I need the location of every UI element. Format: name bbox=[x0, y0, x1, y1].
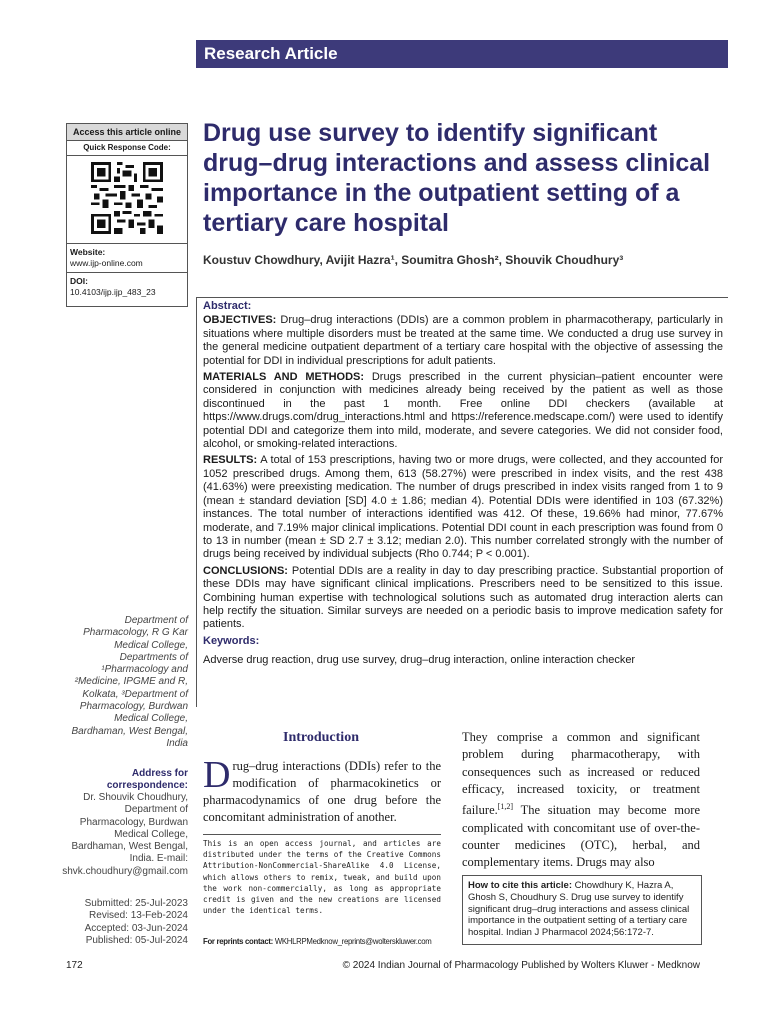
conclusions-text: Potential DDIs are a reality in day to day prescribing practice. Substantial proportion of these DDIs may have significant clinical implications. Prescribers need to be sensitized to this issue. Combining human expertise with technological solutions such as automated drug interaction alerts can help rectify the situation. Similar surveys are needed on a periodic basis to improve medication safety for patients. bbox=[203, 564, 723, 631]
keywords-heading: Keywords: bbox=[203, 634, 260, 647]
article-dates bbox=[60, 898, 188, 947]
abstract-conclusions bbox=[203, 565, 723, 632]
license-rule bbox=[203, 834, 441, 835]
author-list: Koustuv Chowdhury, Avijit Hazra¹, Soumitra Ghosh², Shouvik Choudhury³ bbox=[203, 253, 624, 267]
intro-text-2b: The situation may become more complicated with concomitant use of over-the-counter medicines (OTC), herbal, and complementary items. Drugs may also bbox=[462, 803, 700, 870]
citation-box bbox=[462, 875, 702, 945]
introduction-column-1 bbox=[203, 754, 441, 826]
license-notice: This is an open access journal, and articles are distributed under the terms of the Creative Commons Attribution-NonCommercial-ShareAlike 4.0 License, which allows others to remix, tweak, and build upon the work non-commercially, as long as appropriate credit is given and the new creations are licensed under the identical terms. bbox=[203, 839, 441, 916]
abstract-left-rule bbox=[196, 297, 197, 707]
reprints-contact bbox=[203, 937, 463, 946]
qr-code-icon[interactable] bbox=[91, 162, 163, 234]
accepted-date: Accepted: 03-Jun-2024 bbox=[84, 922, 188, 934]
website-label: Website: bbox=[70, 247, 106, 257]
correspondence-text: Dr. Shouvik Choudhury, Department of Pharmacology, Burdwan Medical College, Bardhaman, West Bengal, India. E-mail: shvk.choudhury@gmail.com bbox=[62, 792, 188, 877]
abstract-top-rule bbox=[196, 297, 728, 298]
reprints-email[interactable]: WKHLRPMedknow_reprints@wolterskluwer.com bbox=[272, 937, 432, 946]
access-heading: Access this article online bbox=[67, 124, 187, 141]
abstract bbox=[203, 300, 723, 668]
methods-label: MATERIALS AND METHODS: bbox=[203, 371, 365, 384]
article-title: Drug use survey to identify significant drug–drug interactions and assess clinical importance in the outpatient setting of a tertiary care hospital bbox=[203, 119, 711, 237]
objectives-text: Drug–drug interactions (DDIs) are a common problem in pharmacotherapy, particularly in situations where multiple disorders must be treated at the same time. We conducted a drug use survey in the general medicine outpatient department of a tertiary care hospital with the objective of assessing the potential for DDI in individual prescriptions for adult patients. bbox=[203, 314, 723, 367]
reprints-label: For reprints contact: bbox=[203, 937, 273, 946]
website-link[interactable]: www.ijp-online.com bbox=[70, 258, 143, 268]
intro-text-2a: They comprise a common and significant problem during pharmacotherapy, with consequences such as increased or reduced efficacy, increased toxicity, or treatment failure. bbox=[462, 730, 700, 818]
page-number: 172 bbox=[66, 960, 83, 971]
qr-label: Quick Response Code: bbox=[67, 141, 187, 156]
article-type-banner: Research Article bbox=[196, 40, 728, 68]
keywords-text: Adverse drug reaction, drug use survey, drug–drug interaction, online interaction checker bbox=[203, 654, 636, 667]
affiliations: Department of Pharmacology, R G Kar Medical College, Departments of ¹Pharmacology and ²Medicine, IPGME and R, Kolkata, ³Department of Pharmacology, Burdwan Medical College, Bardhaman, West Bengal, India bbox=[71, 615, 188, 749]
submitted-date: Submitted: 25-Jul-2023 bbox=[84, 898, 188, 909]
footer-copyright: © 2024 Indian Journal of Pharmacology Published by Wolters Kluwer - Medknow bbox=[342, 960, 700, 971]
cite-label: How to cite this article: bbox=[468, 880, 572, 891]
introduction-column-2 bbox=[462, 729, 700, 872]
results-label: RESULTS: bbox=[203, 454, 258, 467]
conclusions-label: CONCLUSIONS: bbox=[203, 564, 288, 577]
abstract-objectives bbox=[203, 314, 723, 368]
revised-date: Revised: 13-Feb-2024 bbox=[89, 910, 188, 922]
citation-ref[interactable]: [1,2] bbox=[497, 802, 514, 812]
access-article-box bbox=[66, 123, 188, 307]
doi-label: DOI: bbox=[70, 276, 88, 286]
results-text: A total of 153 prescriptions, having two or more drugs, were collected, and they accounted for 1052 prescribed drugs. Among them, 613 (58.27%) were prescribed in index visits, and the rest 438 (41.63%) were preexisting medication. The number of drugs prescribed in index visits ranged from 1 to 9 (mean ± standard deviation [SD] 4.0 ± 1.86; median 4). Potential DDIs were identified in 103 (67.32%) instances. The total number of interactions identified was 412. Of these, 19.66% had minor, 77.67% moderate, and 7.19% major clinical implications. Potential DDI count in each prescription was found from 0 to 13 in number (mean ± SD 2.7 ± 3.12; median 2.0). This number correlated strongly with the number of drugs being received by individual subjects (Rho 0.744; P < 0.001). bbox=[203, 454, 723, 561]
published-date: Published: 05-Jul-2024 bbox=[85, 934, 188, 946]
methods-text: Drugs prescribed in the current physician–patient encounter were considered in conjunction with medicines already being received by the patient as well as those discontinued in the past 1 month. Free online DDI checkers (available at https://www.drugs.com/drug_interactions.html and https://reference.medscape.com/) were used to identify potential DDI and categorize them into mild, moderate, and severe categories. We did not consider food, alcohol, or smoking-related interactions. bbox=[203, 371, 724, 451]
drop-cap: D bbox=[203, 754, 231, 796]
correspondence-heading: Address for correspondence: bbox=[106, 768, 188, 791]
abstract-methods bbox=[203, 371, 723, 451]
objectives-label: OBJECTIVES: bbox=[203, 314, 277, 327]
abstract-heading: Abstract: bbox=[203, 300, 252, 312]
intro-text-1: rug–drug interactions (DDIs) refer to the modification of pharmacokinetics or pharmacodynamics of one drug before the concomitant administration of another. bbox=[203, 759, 441, 824]
doi-link[interactable]: 10.4103/ijp.ijp_483_23 bbox=[70, 287, 156, 297]
cite-text: Chowdhury K, Hazra A, Ghosh S, Choudhury S. Drug use survey to identify significant drug–drug interactions and assess clinical importance in the outpatient setting of a tertiary care hospital. Indian J Pharmacol 2024;56:172-7. bbox=[468, 880, 690, 939]
introduction-heading: Introduction bbox=[283, 730, 359, 745]
abstract-results bbox=[203, 454, 723, 561]
